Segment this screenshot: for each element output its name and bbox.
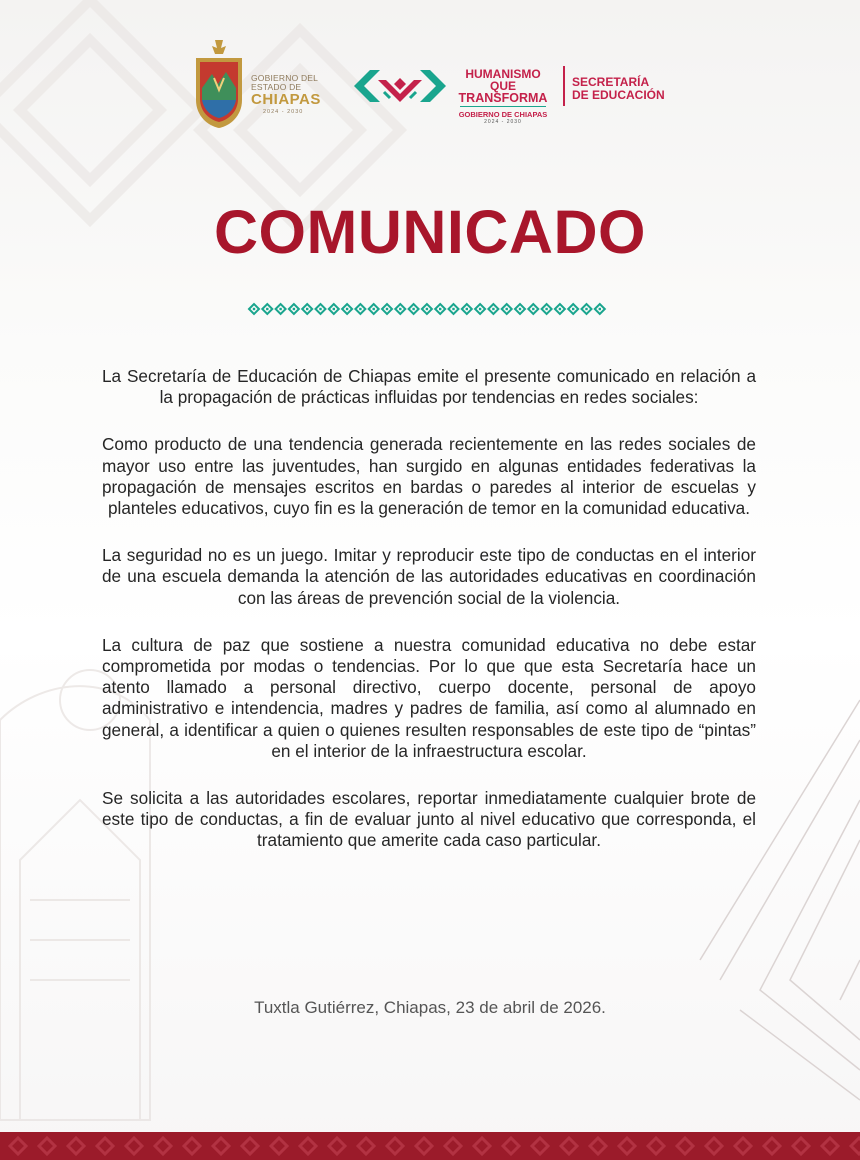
diamond-dot [426,308,428,310]
secretaria-name [572,76,665,102]
diamond-dot [599,308,601,310]
diamond-dot [585,308,587,310]
diamond-dot [266,308,268,310]
paragraph-5: Se solicita a las autoridades escolares, reportar inmediatamente cualquier brote de este tipo de conductas, a fin de evaluar junto al nivel educativo que corresponda, el tratamiento que amerite cada caso particular. [102,788,756,851]
diamond-dot [253,308,255,310]
humanismo-text [452,68,554,125]
paragraph-3: La seguridad no es un juego. Imitar y reproducir este tipo de conductas en el interior de una escuela demanda la atención de las autoridades educativas en coordinación con las áreas de prevención social de la violencia. [102,545,756,608]
diamond-dot [532,308,534,310]
diamond-dot [359,308,361,310]
state-government-name [251,74,331,115]
diamond-dot [333,308,335,310]
diamond-dot [412,308,414,310]
hqt-divider [460,106,546,110]
diamond-dot [519,308,521,310]
page-title: COMUNICADO [214,198,646,266]
communique-body [102,366,756,878]
diamond-dot [279,308,281,310]
header-separator [563,66,565,106]
humanismo-logo-icon [350,64,450,112]
diamond-dot [439,308,441,310]
diamond-divider [247,302,613,316]
state-shield-icon [190,38,248,130]
paragraph-1: La Secretaría de Educación de Chiapas emite el presente comunicado en relación a la propagación de prácticas influidas por tendencias en redes sociales: [102,366,756,408]
diamond-dot [346,308,348,310]
gov-years: 2024 - 2030 [263,109,304,115]
hqt-line-2: TRANSFORMA [458,91,548,105]
diamond-dot [306,308,308,310]
diamond-dot [572,308,574,310]
diamond-dot [559,308,561,310]
diamond-dot [452,308,454,310]
diamond-dot [466,308,468,310]
hqt-years: 2024 - 2030 [484,119,522,125]
diamond-dot [506,308,508,310]
diamond-dot [386,308,388,310]
diamond-dot [293,308,295,310]
diamond-dot [319,308,321,310]
diamond-dot [399,308,401,310]
gov-line-3: CHIAPAS [251,91,321,108]
place-date-signature: Tuxtla Gutiérrez, Chiapas, 23 de abril de 2026. [254,998,606,1017]
hqt-line-1: HUMANISMO QUE [465,67,541,93]
footer-band [0,1132,860,1160]
paragraph-4: La cultura de paz que sostiene a nuestra comunidad educativa no debe estar comprometida por modas o tendencias. Por lo que que esta Secretaría hace un atento llamado a personal directivo, cuerpo docente, personal de apoyo administrativo e intendencia, madres y padres de familia, así como al alumnado en general, a identificar a quien o quienes resulten responsables de este tipo de “pintas” en el interior de la infraestructura escolar. [102,634,756,761]
diamond-dot [492,308,494,310]
hqt-line-3: GOBIERNO DE CHIAPAS [458,110,548,119]
gov-line-1: GOBIERNO DEL [251,73,319,83]
paragraph-2: Como producto de una tendencia generada recientemente en las redes sociales de mayor uso entre las juventudes, han surgido en algunas entidades federativas la propagación de mensajes escritos en bardas o paredes al interior de escuelas y planteles educativos, cuyo fin es la generación de temor en la comunidad educativa. [102,434,756,519]
diamond-dot [373,308,375,310]
header [0,36,860,136]
diamond-dot [479,308,481,310]
sec-line-2: DE EDUCACIÓN [572,88,665,102]
diamond-dot [545,308,547,310]
gov-line-2: ESTADO DE [251,82,302,92]
sec-line-1: SECRETARÍA [572,75,650,89]
